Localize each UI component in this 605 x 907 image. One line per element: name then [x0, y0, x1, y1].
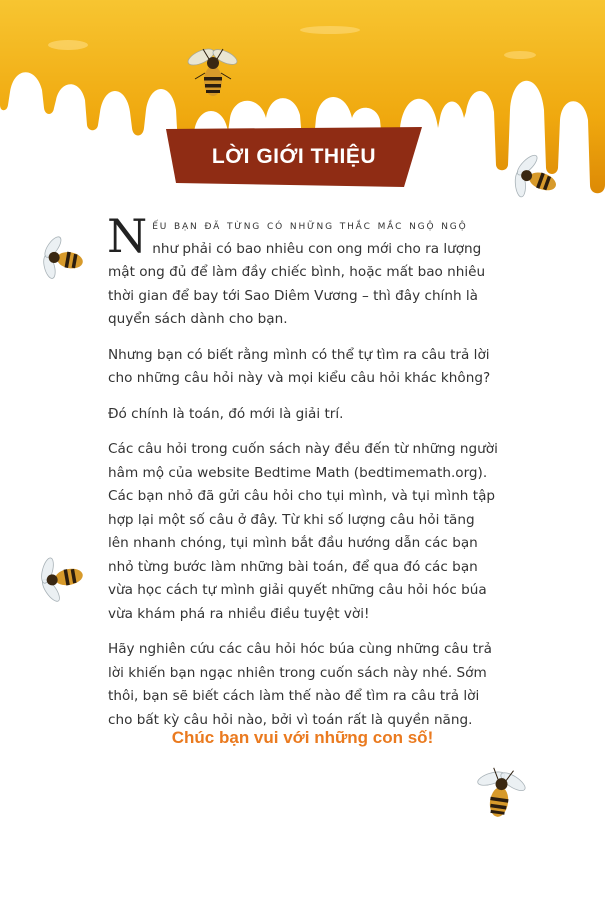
text-line: Các câu hỏi trong cuốn sách này đều đến từ những người: [108, 441, 498, 457]
text-line: quyển sách dành cho bạn.: [108, 311, 288, 327]
text-line: hâm mộ của website Bedtime Math (bedtimemath.org).: [108, 464, 488, 481]
text-line: Đó chính là toán, đó mới là giải trí.: [108, 405, 344, 422]
text-line: Nhưng bạn có biết rằng mình có thể tự tìm ra câu trả lời: [108, 346, 490, 363]
text-line: lên nhanh chóng, tụi mình bắt đầu hướng dẫn các bạn: [108, 535, 478, 551]
text-line: lời khiến bạn ngạc nhiên trong cuốn sách này nhé. Sớm: [108, 664, 487, 681]
text-line: Hãy nghiên cứu các câu hỏi hóc búa cùng những câu trả: [108, 641, 492, 657]
lead-in: ếu bạn đã từng có những thắc mắc ngộ ngộ: [152, 218, 468, 233]
closing-line: Chúc bạn vui với những con số!: [171, 728, 434, 747]
bee-icon: [183, 43, 245, 103]
title-banner: [166, 127, 422, 187]
paragraph: [108, 638, 528, 732]
page-title: LỜI GIỚI THIỆU: [211, 145, 377, 168]
bee-icon: [34, 236, 92, 282]
text-line: Các bạn nhỏ đã gửi câu hỏi cho tụi mình, và tụi mình tập: [108, 488, 496, 504]
intro-text: [107, 209, 528, 744]
text-line: vừa khám phá ra nhiều điều tuyệt vời!: [108, 605, 370, 622]
text-line: thời gian để bay tới Sao Diêm Vương – thì đây chính là: [108, 287, 478, 304]
text-line: nhỏ từng bước làm những bài toán, để qua đó các bạn: [108, 558, 478, 575]
paragraph: [108, 344, 528, 391]
bee-icon: [506, 154, 566, 204]
bee-icon: [470, 764, 530, 826]
intro-paragraph: [107, 209, 528, 332]
text-line: cho những câu hỏi này và mọi kiểu câu hỏi khác không?: [108, 370, 491, 386]
text-line: như phải có bao nhiêu con ong mới cho ra lượng: [152, 240, 482, 257]
text-line: hợp lại một số câu ở đây. Từ khi số lượng câu hỏi tăng: [108, 511, 475, 528]
paragraph: [108, 403, 528, 427]
text-line: cho bất kỳ câu hỏi nào, bởi vì toán rất là quyền năng.: [108, 711, 473, 728]
text-line: vừa học cách tự mình giải quyết những câu hỏi hóc búa: [108, 582, 487, 598]
paragraph: [108, 438, 528, 626]
bee-icon: [34, 550, 92, 606]
text-line: mật ong đủ để làm đầy chiếc bình, hoặc mất bao nhiêu: [108, 264, 486, 280]
text-line: thôi, bạn sẽ biết cách làm thế nào để tìm ra câu trả lời: [108, 688, 480, 704]
drop-cap: N: [107, 209, 148, 263]
